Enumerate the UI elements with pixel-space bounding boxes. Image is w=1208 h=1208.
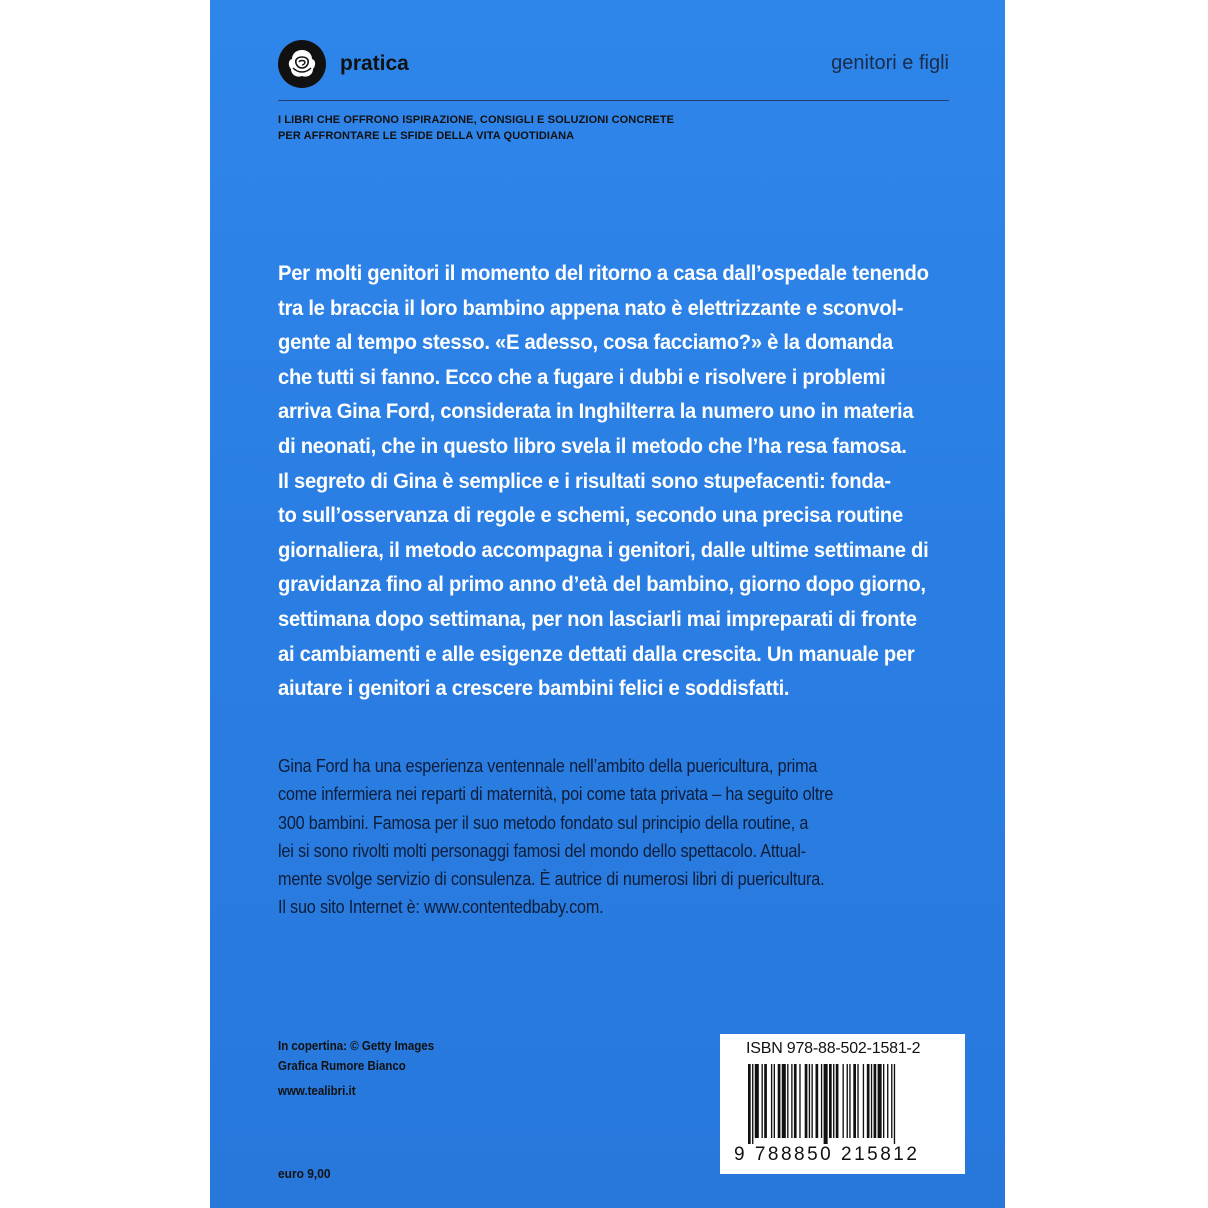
blurb-line: che tutti si fanno. Ecco che a fugare i dubbi e risolvere i problemi	[278, 364, 886, 389]
blurb-line: arriva Gina Ford, considerata in Inghilterra la numero uno in materia	[278, 399, 914, 424]
barcode-bar	[778, 1064, 781, 1138]
bio-line: 300 bambini. Famosa per il suo metodo fondato sul principio della routine, a	[278, 812, 809, 833]
isbn-number: ISBN 978-88-502-1581-2	[746, 1040, 921, 1057]
credit-line: In copertina: © Getty Images	[278, 1039, 435, 1053]
barcode-bar	[805, 1064, 808, 1138]
barcode-bar	[791, 1064, 792, 1138]
barcode-bar	[891, 1064, 892, 1138]
barcode-bar	[771, 1064, 772, 1138]
publisher-website: www.tealibri.it	[278, 1084, 356, 1098]
blurb-line: settimana dopo settimana, per non lasciarli mai impreparati di fronte	[278, 606, 917, 631]
credit-line: Grafica Rumore Bianco	[278, 1059, 406, 1073]
barcode-bar	[774, 1064, 775, 1138]
barcode-bar	[874, 1064, 877, 1138]
blurb-line: giornaliera, il metodo accompagna i genitori, dalle ultime settimane di	[278, 537, 929, 562]
series-category: genitori e figli	[831, 52, 949, 74]
price-label: euro 9,00	[278, 1166, 331, 1181]
barcode-bar	[809, 1064, 810, 1138]
barcode-bar	[824, 1064, 828, 1144]
barcode-bars	[748, 1064, 938, 1144]
barcode-bar	[836, 1064, 839, 1138]
barcode-bar	[816, 1064, 819, 1138]
barcode-bar	[764, 1064, 767, 1138]
blurb-line: Per molti genitori il momento del ritorno a casa dall’ospedale tenendo	[278, 261, 929, 285]
barcode-bar	[755, 1064, 759, 1138]
barcode-bar	[799, 1064, 800, 1138]
barcode-bar	[782, 1064, 786, 1138]
book-blurb	[278, 256, 929, 706]
barcode-bar	[894, 1064, 895, 1144]
bio-line: come infermiera nei reparti di maternità, poi come tata privata – ha seguito oltre	[278, 784, 834, 805]
blurb-line: gravidanza fino al primo anno d’età del bambino, giorno dopo giorno,	[278, 572, 926, 597]
back-cover	[210, 0, 1005, 1208]
barcode-bar	[887, 1064, 888, 1138]
tagline-line: PER AFFRONTARE LE SFIDE DELLA VITA QUOTIDIANA	[278, 130, 575, 142]
barcode-bar	[863, 1064, 864, 1138]
series-tagline	[278, 112, 674, 144]
series-brand: pratica	[340, 52, 409, 75]
barcode-bar	[762, 1064, 763, 1138]
blurb-line: aiutare i genitori a crescere bambini felici e soddisfatti.	[278, 676, 790, 701]
barcode-bar	[829, 1064, 832, 1138]
blurb-line: ai cambiamenti e alle esigenze dettati dalla crescita. Un manuale per	[278, 641, 915, 666]
blurb-line: to sull’osservanza di regole e schemi, secondo una precisa routine	[278, 503, 903, 528]
rose-logo-icon	[278, 40, 326, 88]
bio-line: Gina Ford ha una esperienza ventennale nell’ambito della puericultura, prima	[278, 756, 818, 776]
barcode-bar	[867, 1064, 870, 1138]
blurb-line: di neonati, che in questo libro svela il metodo che l’ha resa famosa.	[278, 433, 907, 458]
blurb-line: tra le braccia il loro bambino appena nato è elettrizzante e sconvol-	[278, 295, 904, 320]
barcode-bar	[833, 1064, 834, 1138]
tagline-line: I LIBRI CHE OFFRONO ISPIRAZIONE, CONSIGLI E SOLUZIONI CONCRETE	[278, 114, 675, 126]
barcode-bar	[748, 1064, 751, 1144]
blurb-line: Il segreto di Gina è semplice e i risultati sono stupefacenti: fonda-	[278, 468, 891, 493]
header-divider	[278, 100, 949, 101]
bio-line: Il suo sito Internet è: www.contentedbaby.com.	[278, 897, 604, 918]
barcode-bar	[857, 1064, 858, 1138]
isbn-barcode	[720, 1034, 965, 1174]
barcode-bar	[871, 1064, 872, 1138]
barcode-bar	[878, 1064, 882, 1138]
barcode-bar	[849, 1064, 850, 1138]
barcode-bar	[883, 1064, 884, 1138]
barcode-bar	[843, 1064, 844, 1138]
ean-digits: 9 788850 215812	[734, 1144, 920, 1165]
bio-line: lei si sono rivolti molti personaggi famosi del mondo dello spettacolo. Attual-	[278, 840, 806, 861]
barcode-bar	[794, 1064, 797, 1138]
barcode-bar	[811, 1064, 812, 1138]
barcode-bar	[853, 1064, 856, 1138]
barcode-bar	[787, 1064, 788, 1138]
barcode-bar	[847, 1064, 848, 1138]
cover-credits	[278, 1036, 434, 1076]
blurb-line: gente al tempo stesso. «E adesso, cosa facciamo?» è la domanda	[278, 330, 893, 355]
barcode-bar	[821, 1064, 822, 1138]
author-bio	[278, 752, 917, 922]
bio-line: mente svolge servizio di consulenza. È autrice di numerosi libri di puericultura.	[278, 869, 825, 890]
barcode-bar	[752, 1064, 753, 1144]
